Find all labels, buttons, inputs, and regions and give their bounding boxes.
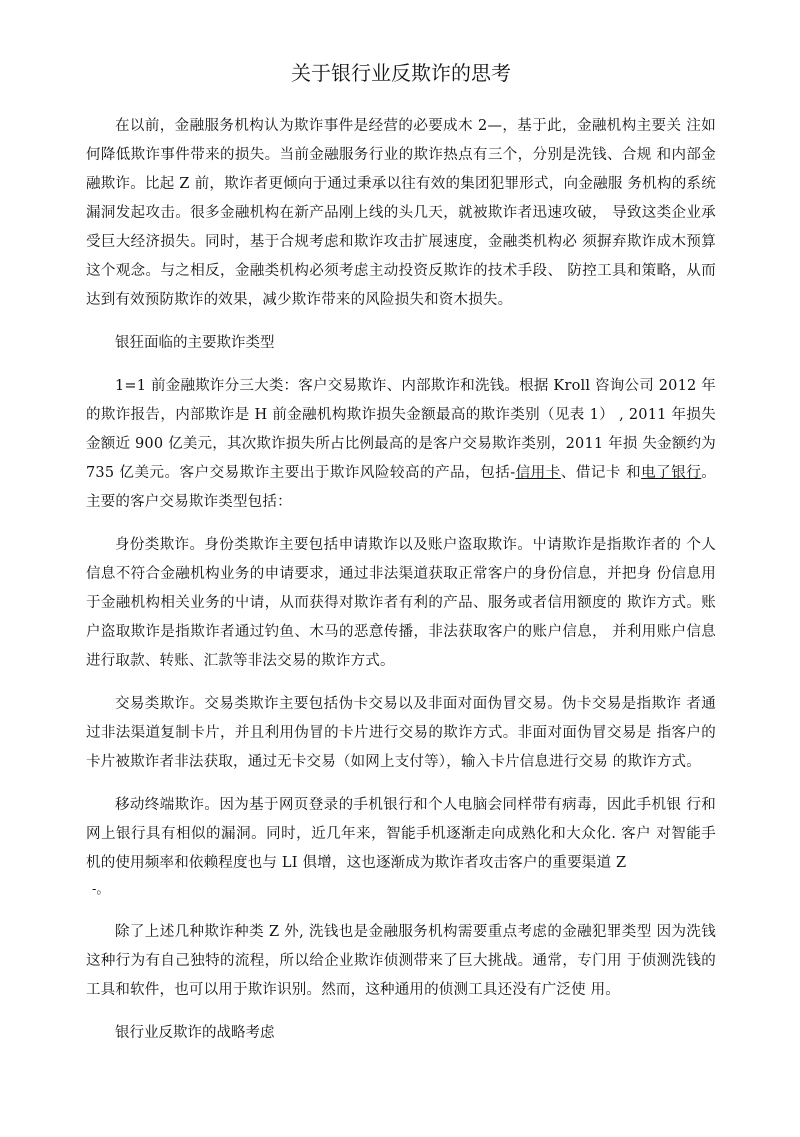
link-e-banking[interactable]: 电了银行 (641, 465, 702, 481)
section-heading-strategy: 银行业反欺诈的战略考虑 (115, 1025, 275, 1041)
paragraph-fragment: -。 (92, 882, 110, 897)
document-title: 关于银行业反欺诈的思考 (291, 61, 511, 85)
paragraph-mobile-fraud: 移动终端欺诈。因为基于网页登录的手机银行和个人电脑会同样带有病毒，因此手机银 行和网上银行具有相似的漏洞。同时，近几年来，智能手机逐渐走向成熟化和大众化. 客户 对智能手机的使用频率和依赖程度也与 LI 俱增，这也逐渐成为欺诈者攻击客户的重要渠道 Z (86, 797, 716, 871)
paragraph-identity-fraud: 身份类欺诈。身份类欺诈主要包括申请欺诈以及账户盗取欺诈。屮请欺诈是指欺诈者的 个人信息不符合金融机构业务的申请要求，通过非法渠道获取正常客户的身份信息，并把身 份信息用于金融机构相关业务的屮请，从而获得对欺诈者有利的产品、服务或者信用额度的 欺诈方式。账户盗取欺诈是指欺诈者通过钓鱼、木马的恶意传播，非法获取客户的账户信息， 并利用账户信息进行取款、转账、汇款等非法交易的欺诈方式。 (86, 537, 716, 669)
paragraph-intro: 在以前，金融服务机构认为欺诈事件是经营的必要成木 2—，基于此，金融机构主要关 注如何降低欺诈事件带来的损失。当前金融服务行业的欺诈热点有三个，分别是洗钱、合规 和内部金融欺诈。比起 Z 前，欺诈者更倾向于通过秉承以往有效的集团犯罪形式，向金融服 务机构的系统漏洞发起攻击。很多金融机构在新产品刚上线的头几天，就被欺诈者迅速攻破， 导致这类企业承受巨大经济损失。同时，基于合规考虑和欺诈攻击扩展速度，金融类机构必 须摒弃欺诈成木预算这个观念。与之相反，金融类机构必须考虑主动投资反欺诈的技术手段、 防控工具和策略，从而达到有效预防欺诈的效果，减少欺诈带来的风险损失和资木损失。 (86, 118, 716, 308)
link-credit-card[interactable]: 信用卡 (515, 465, 561, 481)
paragraph-money-laundering: 除了上述几种欺诈种类 Z 外, 洗钱也是金融服务机构需要重点考虑的金融犯罪类型 因为洗钱这种行为有自己独特的流程，所以给企业欺诈侦测带来了巨大挑战。通常，专门用 于侦测洗钱的工具和软件，也可以用于欺诈识别。然而，这种通用的侦测工具还没有广泛使 用。 (86, 924, 716, 998)
section-heading-fraud-types: 银狂面临的主要欺诈类型 (115, 335, 275, 351)
paragraph-text: 。主要的客户交易欺诈类型包括： (86, 465, 716, 510)
paragraph-fraud-categories (86, 372, 716, 517)
paragraph-transaction-fraud: 交易类欺诈。交易类欺诈主要包括伪卡交易以及非面对面伪冒交易。伪卡交易是指欺诈 者通过非法渠道复制卡片，并且利用伪冒的卡片进行交易的欺诈方式。非面对面伪冒交易是 指客户的卡片被欺诈者非法获取，通过无卡交易（如网上支付等），输入卡片信息进行交易 的欺诈方式。 (86, 696, 716, 770)
paragraph-text: 1=1 前金融欺诈分三大类：客户交易欺诈、内部欺诈和洗钱。根据 Kroll 咨询公司 2012 年的欺诈报告，内部欺诈是 H 前金融机构欺诈损失金额最高的欺诈类别（见表 1） , 2011 年损失金额近 900 亿美元，其次欺诈损失所占比例最高的是客户交易欺诈类别，2011 年损 失金额约为 735 亿美元。客户交易欺诈主要出于欺诈风险较高的产品，包括- (86, 378, 716, 481)
document-page (86, 58, 716, 1062)
paragraph-text: 、借记卡 和 (560, 465, 642, 481)
